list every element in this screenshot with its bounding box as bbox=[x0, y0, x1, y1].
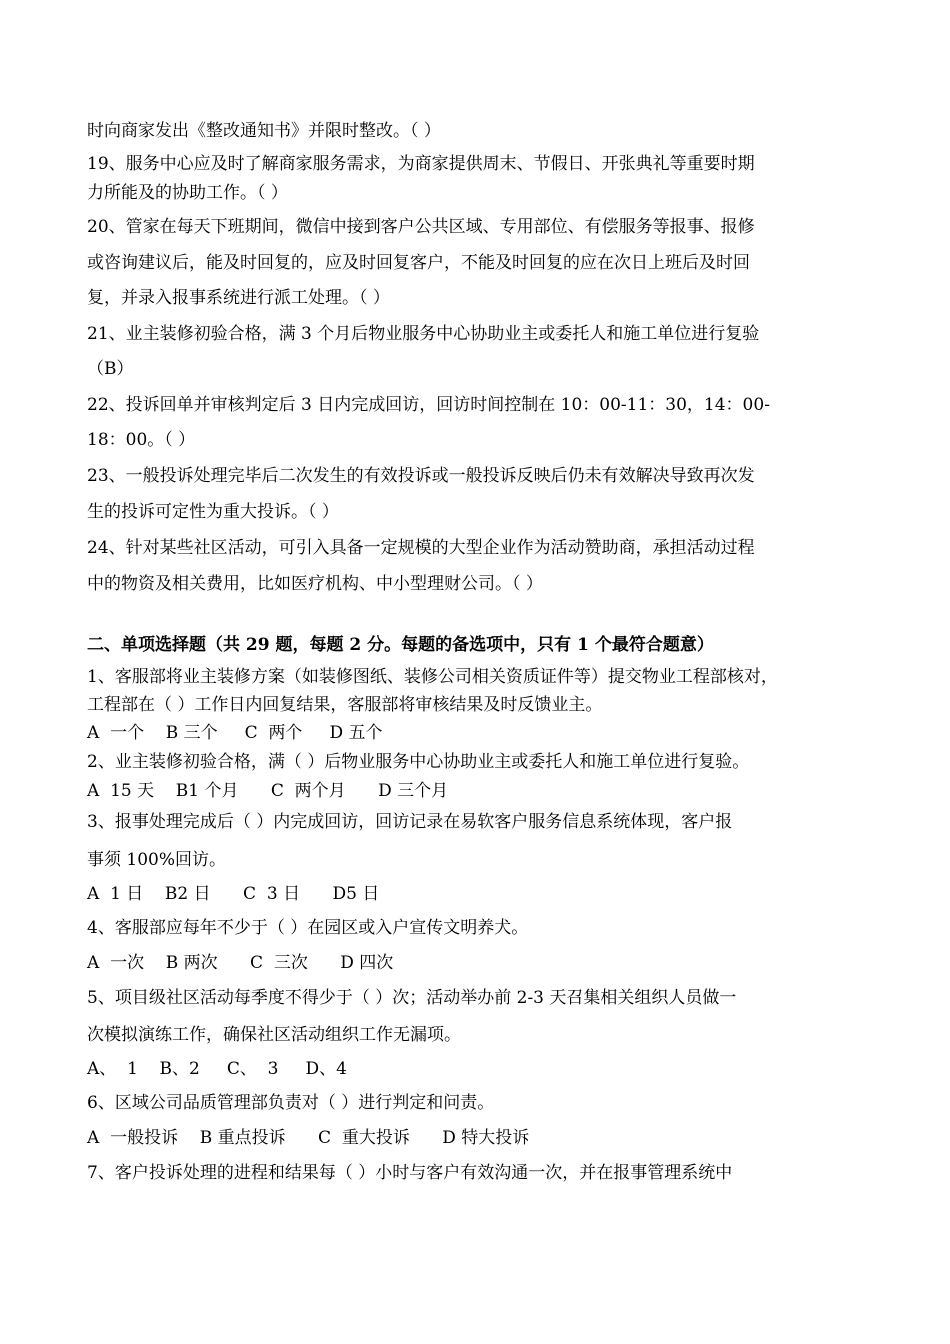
mc-options-5: A、 1 B、2 C、 3 D、4 bbox=[87, 1059, 347, 1079]
mc-options-6: A 一般投诉 B 重点投诉 C 重大投诉 D 特大投诉 bbox=[87, 1128, 530, 1148]
text-line: 时向商家发出《整改通知书》并限时整改。（ ） bbox=[87, 121, 441, 141]
mc-question-1: 1、客服部将业主装修方案（如装修图纸、装修公司相关资质证件等）提交物业工程部核对， bbox=[87, 667, 778, 687]
question-19: 19、服务中心应及时了解商家服务需求，为商家提供周末、节假日、开张典礼等重要时期 bbox=[87, 154, 755, 174]
mc-question-7: 7、客户投诉处理的进程和结果每（ ）小时与客户有效沟通一次，并在报事管理系统中 bbox=[87, 1163, 733, 1183]
text-line: 工程部在（ ）工作日内回复结果，客服部将审核结果及时反馈业主。 bbox=[87, 695, 603, 715]
text-line: 或咨询建议后，能及时回复的，应及时回复客户，不能及时回复的应在次日上班后及时回 bbox=[87, 253, 750, 273]
question-21: 21、业主装修初验合格，满 3 个月后物业服务中心协助业主或委托人和施工单位进行复验 bbox=[87, 324, 760, 344]
text-line: 复，并录入报事系统进行派工处理。（ ） bbox=[87, 288, 390, 308]
text-line: 18：00。（ ） bbox=[87, 430, 196, 450]
text-line: 次模拟演练工作，确保社区活动组织工作无漏项。 bbox=[87, 1025, 461, 1045]
mc-options-2: A 15 天 B1 个月 C 两个月 D 三个月 bbox=[87, 781, 449, 801]
text-line: 中的物资及相关费用，比如医疗机构、中小型理财公司。（ ） bbox=[87, 574, 543, 594]
mc-options-4: A 一次 B 两次 C 三次 D 四次 bbox=[87, 953, 394, 973]
mc-question-6: 6、区域公司品质管理部负责对（ ）进行判定和问责。 bbox=[87, 1093, 495, 1113]
question-22: 22、投诉回单并审核判定后 3 日内完成回访，回访时间控制在 10：00-11：30，14：00- bbox=[87, 395, 770, 415]
text-line: 事须 100%回访。 bbox=[87, 850, 227, 870]
question-23: 23、一般投诉处理完毕后二次发生的有效投诉或一般投诉反映后仍未有效解决导致再次发 bbox=[87, 466, 755, 486]
answer-21: （B） bbox=[87, 359, 134, 379]
text-line: 力所能及的协助工作。（ ） bbox=[87, 183, 288, 203]
mc-question-4: 4、客服部应每年不少于（ ）在园区或入户宣传文明养犬。 bbox=[87, 918, 529, 938]
section-heading: 二、单项选择题（共 29 题，每题 2 分。每题的备选项中，只有 1 个最符合题意） bbox=[87, 635, 714, 655]
mc-question-2: 2、业主装修初验合格，满（ ）后物业服务中心协助业主或委托人和施工单位进行复验。 bbox=[87, 752, 750, 772]
mc-options-3: A 1 日 B2 日 C 3 日 D5 日 bbox=[87, 884, 380, 904]
mc-options-1: A 一个 B 三个 C 两个 D 五个 bbox=[87, 723, 383, 743]
mc-question-5: 5、项目级社区活动每季度不得少于（ ）次；活动举办前 2-3 天召集相关组织人员做一 bbox=[87, 988, 737, 1008]
text-line: 生的投诉可定性为重大投诉。（ ） bbox=[87, 502, 339, 522]
question-20: 20、管家在每天下班期间，微信中接到客户公共区域、专用部位、有偿服务等报事、报修 bbox=[87, 217, 755, 237]
question-24: 24、针对某些社区活动，可引入具备一定规模的大型企业作为活动赞助商，承担活动过程 bbox=[87, 538, 755, 558]
mc-question-3: 3、报事处理完成后（ ）内完成回访，回访记录在易软客户服务信息系统体现，客户报 bbox=[87, 812, 733, 832]
